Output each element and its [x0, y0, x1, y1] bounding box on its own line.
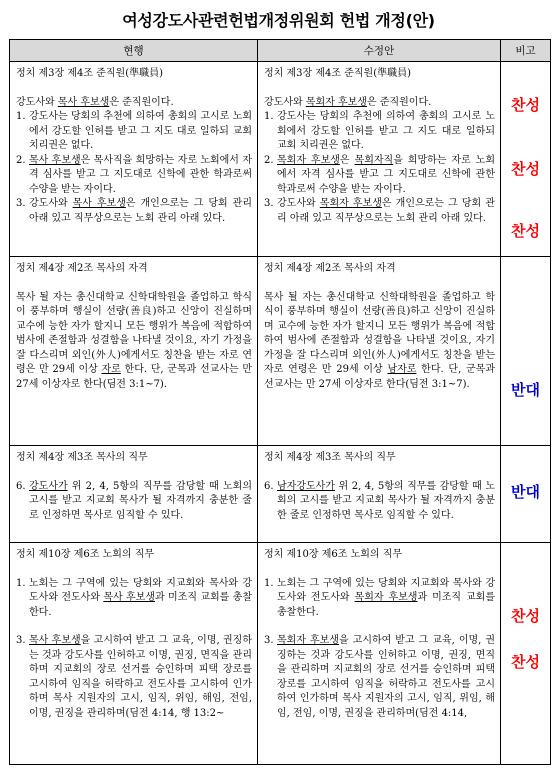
remark-cell: [501, 62, 551, 257]
vote-approve: 찬성: [511, 160, 540, 178]
item-number: 3.: [264, 635, 274, 646]
table-row: [10, 62, 551, 257]
intro-text: 강도사와 목회자 후보생은 준직원이다.: [264, 96, 432, 108]
section-title: 정치 제4장 제3조 목사의 직무: [16, 452, 148, 463]
section-title: 정치 제3장 제4조 준직원(準職員): [16, 68, 164, 79]
list-item: [16, 577, 252, 621]
body-text: 목사 될 자는 총신대학교 신학대학원을 졸업하고 학식이 풍부하며 행실이 선량(善良)하고 신앙이 진실하며 교수에 능한 자가 할지니 모든 행위가 복음에 적합하여 범사에 존절함과 성결함을 나타낼 것이요, 자기 가정을 잘 다스리며 외인(外人)에게서도 칭찬을 받는 자로 연령은 만 29세 이상 자로 한다. 단, 군목과 선교사는 만 27세 이상자로 한다(딤전 3:1~7).: [16, 291, 252, 390]
item-number: 6.: [16, 480, 26, 492]
item-text: 강도사가 위 2, 4, 5항의 직무를 감당할 때 노회의 고시를 받고 지교회 목사가 될 자격까지 충분한 줄로 인정하면 목사로 임직할 수 있다.: [29, 480, 252, 521]
item-text: 강도사와 목회자 후보생은 개인으로는 그 당회 관리 아래 있고 직무상으로는 노회 관리 아래 있다.: [277, 198, 495, 224]
vote-oppose: 반대: [511, 483, 540, 501]
item-text: 목사 후보생은 목사직을 희망하는 자로 노회에서 자격 심사를 받고 그 지도대로 신학에 관한 학과로써 수양을 받는 자이다.: [29, 154, 252, 195]
vote-approve: 찬성: [511, 607, 540, 625]
vote-approve: 찬성: [511, 96, 540, 114]
underlined-term: 목사 후보생: [57, 96, 110, 108]
vote-approve: 찬성: [511, 222, 540, 240]
current-cell: [10, 62, 258, 257]
section-title: 정치 제3장 제4조 준직원(準職員): [264, 68, 412, 79]
item-number: 1.: [264, 111, 274, 122]
remark-cell: [501, 257, 551, 446]
list-item: [264, 634, 495, 721]
list-item: [16, 634, 252, 721]
item-number: 1.: [16, 111, 26, 122]
header-remark: 비고: [501, 40, 551, 62]
item-text: 노회는 그 구역에 있는 당회와 지교회와 목사와 강도사와 전도사와 목회자 후보생과 미조직 교회를 총찰한다.: [277, 577, 496, 618]
item-text: 목사 후보생을 고시하여 받고 그 교육, 이명, 권징하는 것과 강도사를 인허하고 이명, 권징, 면직을 관리하며 지교회의 장로 선거를 승인하며 피택 장로를 고시하여 임직을 허락하고 전도사를 고시하여 인가하며 목사 지원자의 고시, 임직, 위임, 해임, 전임, 이명, 권징을 관리하며(딤전 4:14, 행 13:2~: [29, 635, 252, 719]
list-item: [16, 197, 252, 226]
item-text: 강도사는 당회의 추천에 의하여 총회의 고시로 노회에서 강도할 인허를 받고 그 지도 대로 일하되 교회 치리권은 없다.: [29, 111, 252, 151]
item-number: 6.: [264, 480, 274, 492]
vote-approve: 찬성: [511, 653, 540, 671]
revision-table: [9, 39, 551, 765]
list-item: [264, 154, 495, 198]
item-number: 3.: [264, 198, 274, 209]
item-number: 3.: [16, 635, 26, 646]
revised-cell: [258, 257, 501, 446]
header-revised: 수정안: [258, 40, 501, 62]
list-item: [16, 480, 252, 524]
item-number: 2.: [16, 154, 26, 166]
list-item: [16, 110, 252, 154]
item-text: 강도사는 당회의 추천에 의하여 총회의 고시로 노회에서 강도할 인허를 받고 그 지도 대로 일하되 교회 치리권은 없다.: [277, 111, 495, 151]
list-item: [264, 577, 495, 621]
current-cell: [10, 446, 258, 543]
list-item: [264, 197, 495, 226]
item-text: 강도사와 목사 후보생은 개인으로는 그 당회 관리 아래 있고 직무상으로는 노회 관리 아래 있다.: [29, 198, 252, 224]
item-number: 2.: [264, 154, 274, 166]
intro-text: [16, 96, 252, 111]
table-row: [10, 446, 551, 543]
list-item: [264, 480, 495, 524]
list-item: [264, 110, 495, 154]
remark-cell: [501, 446, 551, 543]
item-text: 남자강도사가 위 2, 4, 5항의 직무를 감당할 때 노회의 고시를 받고 지교회 목사가 될 자격까지 충분한 줄로 인정하면 목사로 임직할 수 있다.: [277, 480, 495, 521]
revised-cell: [258, 543, 501, 765]
intro-strike-a: 강도사와: [16, 96, 58, 108]
section-title: 정치 제4장 제2조 목사의 자격: [264, 263, 396, 274]
section-title: 정치 제10장 제6조 노회의 직무: [16, 549, 155, 560]
list-item: [16, 154, 252, 198]
section-title: 정치 제4장 제3조 목사의 직무: [264, 452, 396, 463]
body-text: 목사 될 자는 총신대학교 신학대학원을 졸업하고 학식이 풍부하며 행실이 선량(善良)하고 신앙이 진실하며 교수에 능한 자가 할지니 모든 행위가 복음에 적합하여 범사에 존절함과 성결함을 나타낼 것이요, 자기 가정을 잘 다스리며 외인(外人)에게서도 칭찬을 받는 자로 연령은 만 29세 이상 남자로 한다. 단, 군목과 선교사는 만 27세 이상자로 한다(딤전 3:1~7).: [264, 291, 495, 390]
table-row: [10, 543, 551, 765]
item-text: 목회자 후보생을 고시하여 받고 그 교육, 이명, 권징하는 것과 강도사를 인허하고 이명, 권징, 면직을 관리하며 지교회의 장로 선거를 승인하며 피택 장로를 고시하여 임직을 허락하고 전도사를 고시하여 인가하며 목사 지원자의 고시, 임직, 위임, 해임, 전임, 이명, 권징을 관리하며(딤전 4:14,: [277, 635, 496, 719]
revised-cell: [258, 62, 501, 257]
revised-cell: [258, 446, 501, 543]
current-cell: [10, 543, 258, 765]
item-number: 1.: [264, 577, 274, 589]
header-current: 현행: [10, 40, 258, 62]
item-text: 목회자 후보생은 목회자직을 희망하는 자로 노회에서 자격 심사를 받고 그 지도대로 신학에 관한 학과로써 수양을 받는 자이다.: [277, 154, 495, 195]
item-number: 1.: [16, 577, 26, 589]
vote-oppose: 반대: [511, 381, 540, 399]
section-title: 정치 제10장 제6조 노회의 직무: [264, 549, 403, 560]
remark-cell: [501, 543, 551, 765]
section-title: 정치 제4장 제2조 목사의 자격: [16, 263, 148, 274]
intro-strike-b: 은 준직원이다.: [109, 96, 174, 108]
table-row: [10, 257, 551, 446]
item-number: 3.: [16, 198, 26, 209]
item-text: 노회는 그 구역에 있는 당회와 지교회와 목사와 강도사와 전도사와 목사 후보생과 미조직 교회를 총찰한다.: [29, 577, 252, 618]
page-title: 여성강도사관련헌법개정위원회 헌법 개정(안): [122, 11, 435, 30]
current-cell: [10, 257, 258, 446]
table-header-row: [10, 40, 551, 62]
